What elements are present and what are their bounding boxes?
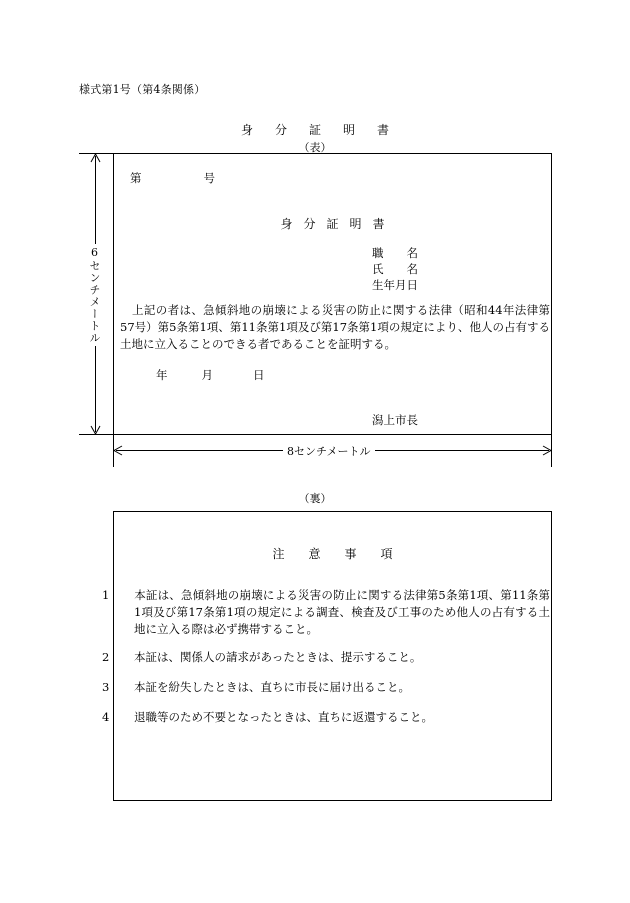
note-item — [102, 587, 550, 638]
card-title: 身分証明書 — [280, 217, 396, 231]
note-item — [102, 679, 550, 696]
field-birthdate: 生年月日 — [372, 278, 418, 292]
document-title: 身分証明書 — [240, 123, 411, 137]
note-number: 1 — [102, 588, 110, 602]
note-text: 本証は、関係人の請求があったときは、提示すること。 — [134, 650, 422, 664]
arrow-up-icon — [90, 153, 101, 163]
id-card-front — [113, 153, 552, 435]
arrow-left-icon — [113, 445, 123, 456]
note-text: 本証を紛失したときは、直ちに市長に届け出ること。 — [134, 680, 410, 694]
width-dimension-label: 8センチメートル — [283, 443, 375, 459]
note-text: 本証は、急傾斜地の崩壊による災害の防止に関する法律第5条第1項、第11条第1項及び第17条第1項の規定による調査、検査及び工事のため他人の占有する土地に立入る際は必ず携帯すること。 — [134, 588, 550, 636]
id-card-back — [102, 511, 552, 801]
issuer: 潟上市長 — [372, 413, 418, 427]
height-dimension-label: 6センチメートル — [88, 246, 101, 344]
date-day: 日 — [253, 368, 265, 382]
arrow-right-icon — [542, 445, 552, 456]
note-number: 2 — [102, 650, 110, 664]
number-suffix: 号 — [203, 171, 215, 185]
note-item — [102, 709, 550, 726]
note-number: 3 — [102, 680, 110, 694]
field-position: 職 名 — [372, 246, 418, 260]
field-name: 氏 名 — [372, 262, 418, 276]
notes-title: 注意事項 — [272, 547, 417, 561]
arrow-down-icon — [90, 425, 101, 435]
back-side-label: （裏） — [298, 492, 332, 505]
form-number: 様式第1号（第4条関係） — [79, 83, 206, 96]
holder-fields — [372, 245, 418, 293]
note-number: 4 — [102, 710, 110, 724]
issue-date — [156, 367, 265, 383]
note-text: 退職等のため不要となったときは、直ちに返還すること。 — [134, 710, 433, 724]
front-side-label: （表） — [298, 141, 332, 154]
certificate-number — [130, 170, 215, 186]
note-item — [102, 649, 550, 666]
date-year: 年 — [156, 368, 168, 382]
number-prefix: 第 — [130, 171, 142, 185]
date-month: 月 — [201, 368, 213, 382]
certification-text: 上記の者は、急傾斜地の崩壊による災害の防止に関する法律（昭和44年法律第57号）第5条第1項、第11条第1項及び第17条第1項の規定により、他人の占有する土地に立入ることのできる者であることを証明する。 — [120, 303, 550, 351]
